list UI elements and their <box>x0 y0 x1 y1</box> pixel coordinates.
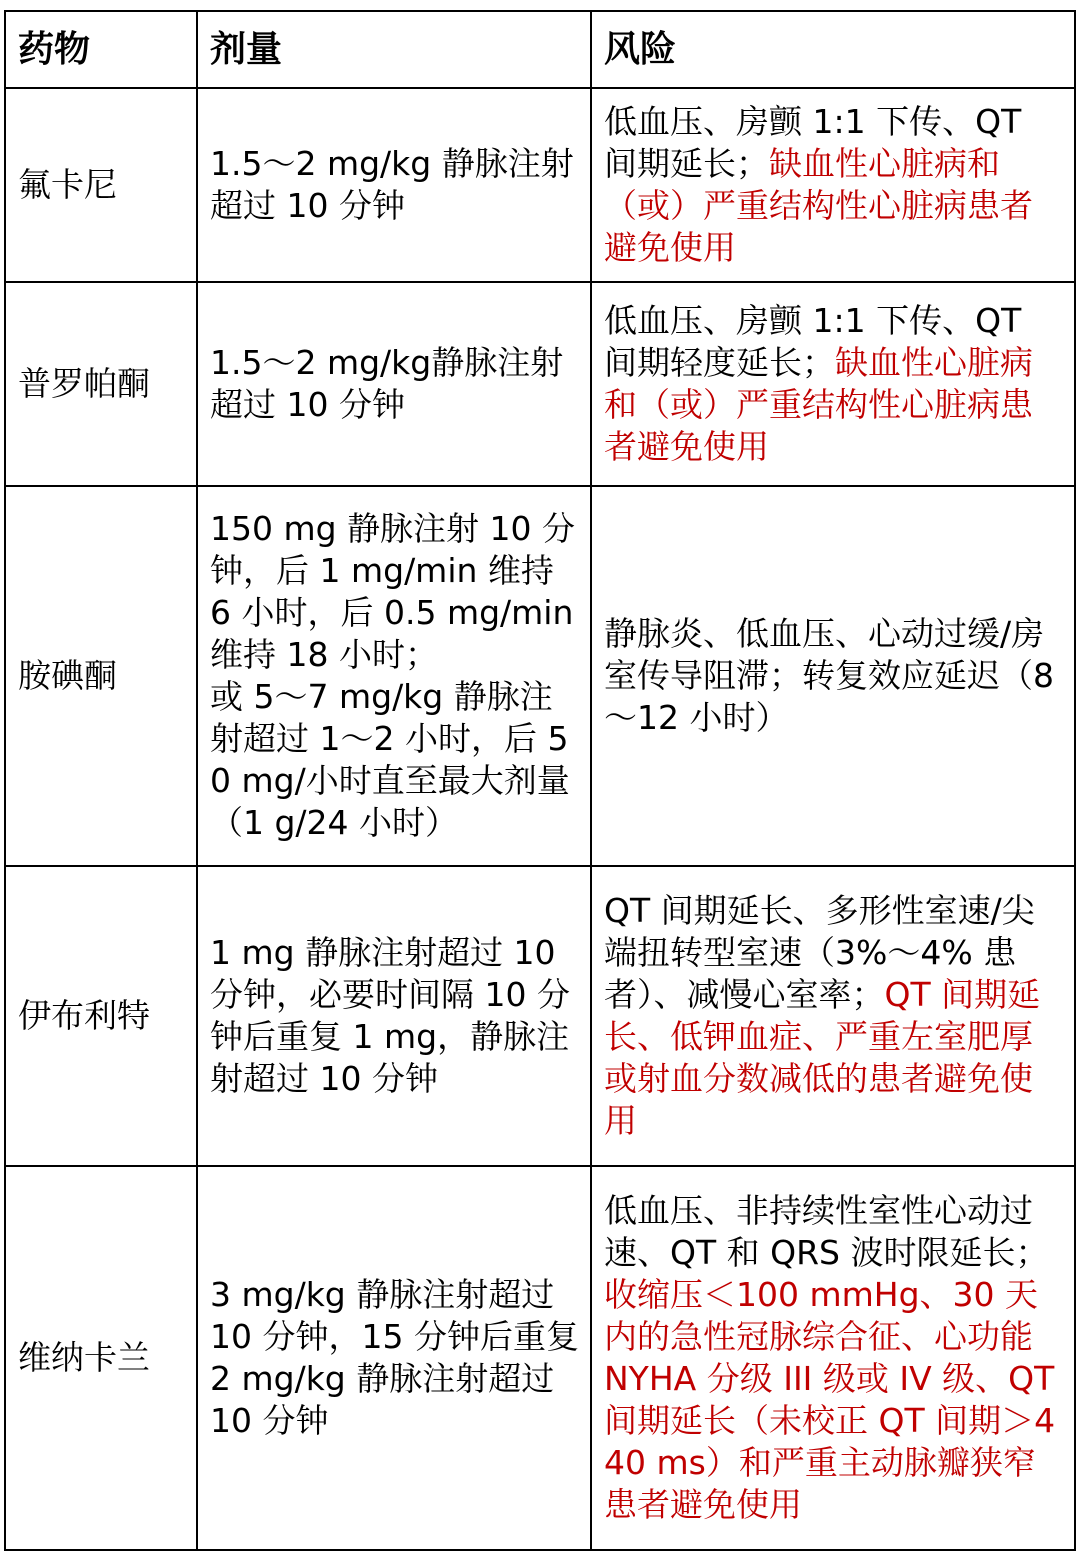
table-row <box>5 282 1075 486</box>
drug-name: 普罗帕酮 <box>5 282 197 486</box>
dose-cell: 1 mg 静脉注射超过 10 分钟，必要时间隔 10 分钟后重复 1 mg，静脉注射超过 10 分钟 <box>197 866 591 1166</box>
risk-cell <box>591 1166 1075 1550</box>
risk-warning-text: 收缩压＜100 mmHg、30 天内的急性冠脉综合征、心功能 NYHA 分级 III 级或 IV 级、QT 间期延长（未校正 QT 间期＞440 ms）和严重主动脉瓣狭窄患者避免使用 <box>604 1275 1056 1524</box>
dose-line: 或 5～7 mg/kg 静脉注射超过 1～2 小时，后 50 mg/小时直至最大剂量（1 g/24 小时） <box>210 677 570 842</box>
risk-cell <box>591 88 1075 282</box>
table-row <box>5 1166 1075 1550</box>
risk-text: 低血压、非持续性室性心动过速、QT 和 QRS 波时限延长； <box>604 1191 1049 1272</box>
risk-cell <box>591 486 1075 866</box>
drug-name: 胺碘酮 <box>5 486 197 866</box>
dose-line: 150 mg 静脉注射 10 分钟，后 1 mg/min 维持 6 小时，后 0.5 mg/min 维持 18 小时； <box>210 509 576 674</box>
risk-cell <box>591 282 1075 486</box>
risk-cell <box>591 866 1075 1166</box>
risk-warning-text: QT 间期延长、低钾血症、严重左室肥厚或射血分数减低的患者避免使用 <box>604 975 1041 1140</box>
header-drug: 药物 <box>5 11 197 88</box>
dose-cell: 3 mg/kg 静脉注射超过 10 分钟，15 分钟后重复 2 mg/kg 静脉注射超过 10 分钟 <box>197 1166 591 1550</box>
risk-text: 低血压、房颤 1:1 下传、QT 间期延长； <box>604 102 1022 183</box>
risk-warning-text: 缺血性心脏病和（或）严重结构性心脏病患者避免使用 <box>604 343 1033 466</box>
drug-table <box>4 10 1076 1551</box>
dose-cell: 1.5～2 mg/kg静脉注射超过 10 分钟 <box>197 282 591 486</box>
risk-text: QT 间期延长、多形性室速/尖端扭转型室速（3%～4% 患者）、减慢心室率； <box>604 891 1035 1014</box>
risk-warning-text: 缺血性心脏病和（或）严重结构性心脏病患者避免使用 <box>604 144 1033 267</box>
table-row <box>5 486 1075 866</box>
table-row <box>5 866 1075 1166</box>
drug-name: 伊布利特 <box>5 866 197 1166</box>
header-dose: 剂量 <box>197 11 591 88</box>
risk-text: 静脉炎、低血压、心动过缓/房室传导阻滞；转复效应延迟（8～12 小时） <box>604 614 1054 737</box>
table-row <box>5 88 1075 282</box>
header-row <box>5 11 1075 88</box>
dose-cell <box>197 486 591 866</box>
header-risk: 风险 <box>591 11 1075 88</box>
dose-cell: 1.5～2 mg/kg 静脉注射超过 10 分钟 <box>197 88 591 282</box>
risk-text: 低血压、房颤 1:1 下传、QT 间期轻度延长； <box>604 301 1022 382</box>
drug-name: 维纳卡兰 <box>5 1166 197 1550</box>
drug-name: 氟卡尼 <box>5 88 197 282</box>
